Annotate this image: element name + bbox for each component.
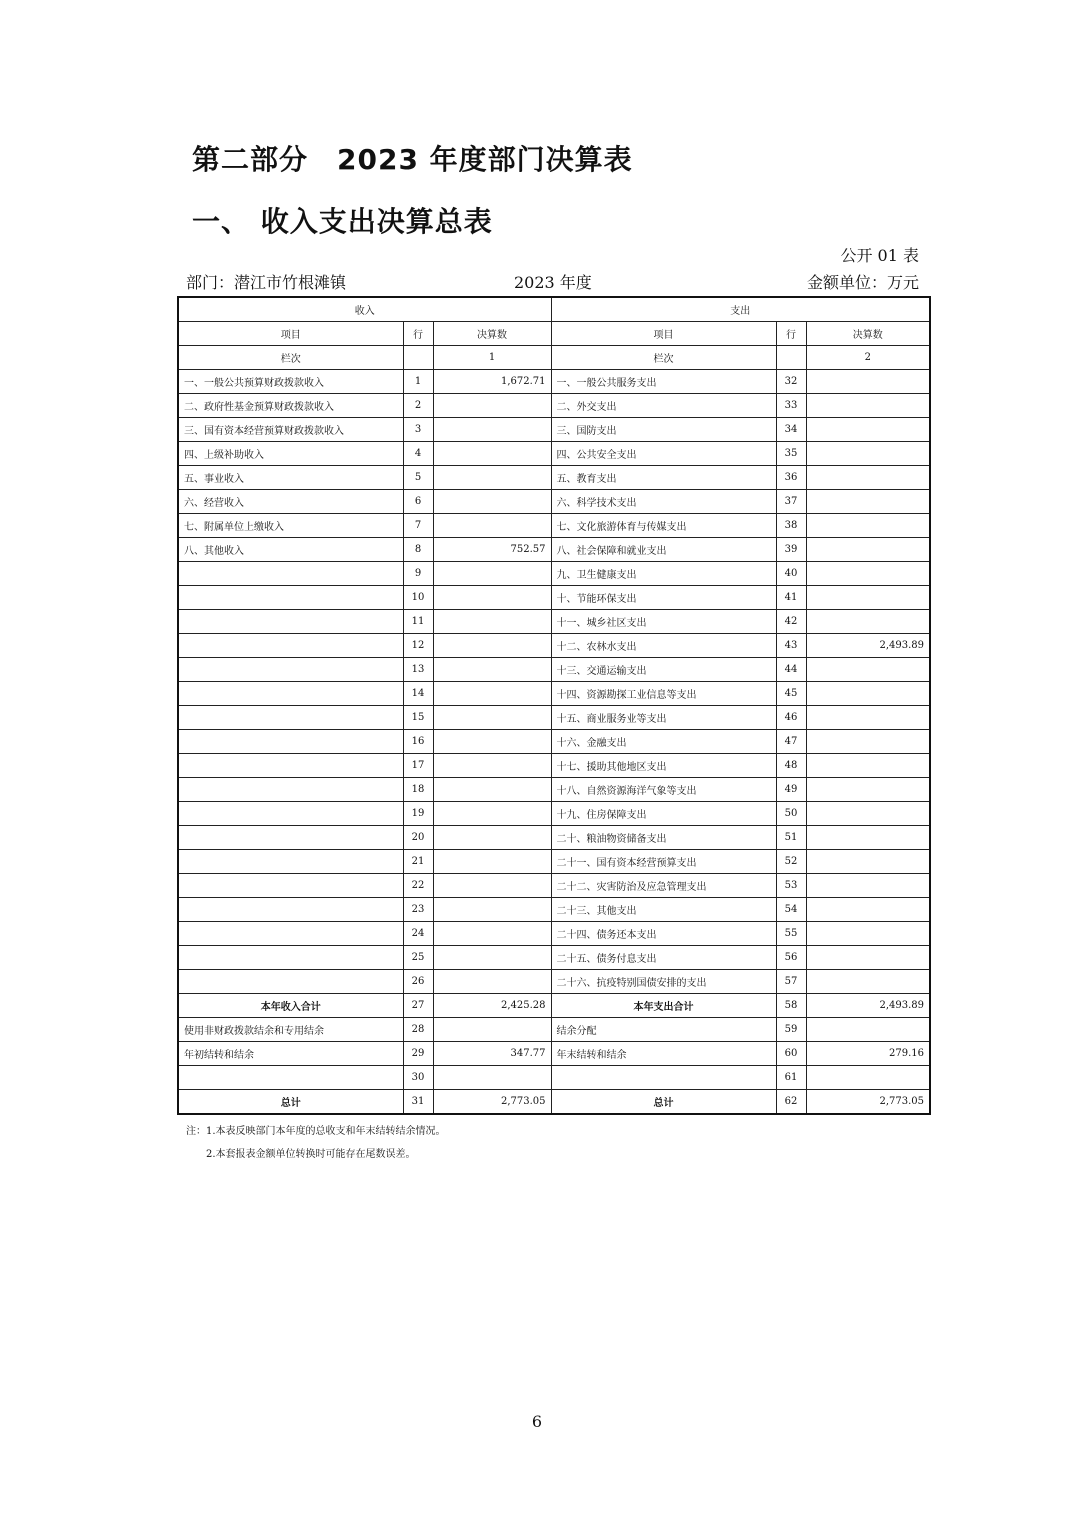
table-row: [178, 994, 930, 1018]
income-amount-cell: [433, 394, 551, 418]
expense-line-cell: 40: [776, 562, 806, 586]
expense-line-cell: 43: [776, 634, 806, 658]
expense-item-cell: 十二、农林水支出: [551, 634, 776, 658]
expense-item-cell: 四、公共安全支出: [551, 442, 776, 466]
year-label: 2023 年度: [514, 273, 592, 292]
income-item-cell: [178, 1066, 403, 1090]
income-amount-cell: [433, 1066, 551, 1090]
income-line-cell: 8: [403, 538, 433, 562]
expense-amount-cell: [806, 730, 930, 754]
income-line-cell: 7: [403, 514, 433, 538]
expense-amount-cell: [806, 418, 930, 442]
income-order-number: 1: [433, 346, 551, 370]
income-amount-cell: [433, 490, 551, 514]
expense-amount-cell: 279.16: [806, 1042, 930, 1066]
expense-line-header: 行: [776, 322, 806, 346]
income-amount-cell: 2,773.05: [433, 1090, 551, 1115]
income-line-cell: 29: [403, 1042, 433, 1066]
income-item-cell: [178, 898, 403, 922]
income-line-cell: 11: [403, 610, 433, 634]
income-item-cell: 四、上级补助收入: [178, 442, 403, 466]
table-row: [178, 394, 930, 418]
income-line-cell: 13: [403, 658, 433, 682]
expense-order-line: [776, 346, 806, 370]
expense-item-cell: 六、科学技术支出: [551, 490, 776, 514]
income-item-header: 项目: [178, 322, 403, 346]
income-item-cell: 总计: [178, 1090, 403, 1115]
expense-item-cell: 十七、援助其他地区支出: [551, 754, 776, 778]
income-line-cell: 21: [403, 850, 433, 874]
expense-line-cell: 36: [776, 466, 806, 490]
expense-line-cell: 57: [776, 970, 806, 994]
income-amount-cell: [433, 754, 551, 778]
section-title: 一、 收入支出决算总表: [192, 205, 493, 238]
income-amount-cell: [433, 682, 551, 706]
income-amount-cell: [433, 970, 551, 994]
expense-line-cell: 37: [776, 490, 806, 514]
income-amount-cell: [433, 802, 551, 826]
income-line-cell: 27: [403, 994, 433, 1018]
table-row: [178, 586, 930, 610]
expense-amount-cell: [806, 1018, 930, 1042]
column-header-row: [178, 322, 930, 346]
income-item-cell: 八、其他收入: [178, 538, 403, 562]
income-amount-cell: [433, 418, 551, 442]
expense-item-cell: 二十一、国有资本经营预算支出: [551, 850, 776, 874]
table-code: 公开 01 表: [840, 246, 919, 265]
expense-item-cell: 十三、交通运输支出: [551, 658, 776, 682]
expense-amount-cell: [806, 970, 930, 994]
income-line-cell: 25: [403, 946, 433, 970]
expense-item-cell: 十一、城乡社区支出: [551, 610, 776, 634]
income-item-cell: [178, 754, 403, 778]
expense-item-cell: 十四、资源勘探工业信息等支出: [551, 682, 776, 706]
income-line-cell: 17: [403, 754, 433, 778]
table-row: [178, 850, 930, 874]
expense-item-cell: 一、一般公共服务支出: [551, 370, 776, 394]
income-item-cell: 本年收入合计: [178, 994, 403, 1018]
income-amount-cell: 1,672.71: [433, 370, 551, 394]
expense-item-cell: 二十六、抗疫特别国债安排的支出: [551, 970, 776, 994]
income-line-cell: 9: [403, 562, 433, 586]
expense-line-cell: 42: [776, 610, 806, 634]
expense-item-cell: [551, 1066, 776, 1090]
note-2: 2.本套报表金额单位转换时可能存在尾数误差。: [206, 1149, 416, 1160]
income-line-cell: 18: [403, 778, 433, 802]
expense-amount-cell: [806, 370, 930, 394]
expense-item-cell: 年末结转和结余: [551, 1042, 776, 1066]
income-item-cell: [178, 802, 403, 826]
expense-line-cell: 61: [776, 1066, 806, 1090]
unit-label: 金额单位：万元: [806, 273, 919, 292]
income-item-cell: [178, 922, 403, 946]
income-amount-cell: [433, 586, 551, 610]
income-line-cell: 1: [403, 370, 433, 394]
expense-amount-cell: [806, 946, 930, 970]
column-order-row: [178, 346, 930, 370]
income-line-cell: 12: [403, 634, 433, 658]
income-item-cell: [178, 778, 403, 802]
income-amount-cell: [433, 826, 551, 850]
income-item-cell: [178, 562, 403, 586]
income-line-cell: 6: [403, 490, 433, 514]
income-item-cell: [178, 874, 403, 898]
expense-line-cell: 56: [776, 946, 806, 970]
table-row: [178, 730, 930, 754]
expense-line-cell: 54: [776, 898, 806, 922]
income-amount-cell: [433, 898, 551, 922]
expense-item-cell: 九、卫生健康支出: [551, 562, 776, 586]
expense-amount-cell: [806, 538, 930, 562]
table-row: [178, 562, 930, 586]
income-item-cell: 五、事业收入: [178, 466, 403, 490]
income-item-cell: [178, 730, 403, 754]
income-line-cell: 3: [403, 418, 433, 442]
page-number: 6: [531, 1412, 543, 1431]
income-line-cell: 2: [403, 394, 433, 418]
income-line-cell: 22: [403, 874, 433, 898]
income-item-cell: [178, 706, 403, 730]
expense-amount-cell: [806, 850, 930, 874]
income-item-cell: [178, 634, 403, 658]
group-header-row: [178, 297, 930, 322]
income-amount-cell: 347.77: [433, 1042, 551, 1066]
table-row: [178, 706, 930, 730]
income-item-cell: 一、一般公共预算财政拨款收入: [178, 370, 403, 394]
expense-amount-cell: [806, 394, 930, 418]
income-line-cell: 23: [403, 898, 433, 922]
expense-item-cell: 二十四、债务还本支出: [551, 922, 776, 946]
table-row: [178, 802, 930, 826]
expense-item-cell: 八、社会保障和就业支出: [551, 538, 776, 562]
income-line-cell: 31: [403, 1090, 433, 1115]
expense-item-cell: 十九、住房保障支出: [551, 802, 776, 826]
income-amount-cell: [433, 562, 551, 586]
income-amount-cell: [433, 706, 551, 730]
income-item-cell: [178, 970, 403, 994]
income-amount-cell: [433, 514, 551, 538]
income-item-cell: 二、政府性基金预算财政拨款收入: [178, 394, 403, 418]
expense-amount-cell: [806, 442, 930, 466]
table-row: [178, 634, 930, 658]
income-line-cell: 26: [403, 970, 433, 994]
income-item-cell: 年初结转和结余: [178, 1042, 403, 1066]
expense-item-cell: 二十五、债务付息支出: [551, 946, 776, 970]
expense-amount-cell: [806, 1066, 930, 1090]
income-amount-cell: [433, 442, 551, 466]
expense-line-cell: 35: [776, 442, 806, 466]
income-line-cell: 10: [403, 586, 433, 610]
expense-amount-cell: [806, 610, 930, 634]
table-row: [178, 658, 930, 682]
income-item-cell: [178, 682, 403, 706]
expense-amount-header: 决算数: [806, 322, 930, 346]
income-amount-header: 决算数: [433, 322, 551, 346]
expense-item-cell: 五、教育支出: [551, 466, 776, 490]
expense-item-cell: 三、国防支出: [551, 418, 776, 442]
income-line-cell: 15: [403, 706, 433, 730]
expense-amount-cell: [806, 874, 930, 898]
income-amount-cell: [433, 634, 551, 658]
expense-order-number: 2: [806, 346, 930, 370]
income-amount-cell: [433, 1018, 551, 1042]
income-line-cell: 5: [403, 466, 433, 490]
income-order-line: [403, 346, 433, 370]
expense-line-cell: 52: [776, 850, 806, 874]
income-item-cell: 使用非财政拨款结余和专用结余: [178, 1018, 403, 1042]
expense-line-cell: 48: [776, 754, 806, 778]
income-item-cell: [178, 850, 403, 874]
expense-amount-cell: [806, 898, 930, 922]
income-group-header: 收入: [178, 297, 551, 322]
income-line-cell: 4: [403, 442, 433, 466]
table-row: [178, 922, 930, 946]
table-row: [178, 418, 930, 442]
income-amount-cell: [433, 778, 551, 802]
income-amount-cell: [433, 946, 551, 970]
expense-amount-cell: [806, 658, 930, 682]
income-item-cell: [178, 826, 403, 850]
income-amount-cell: [433, 610, 551, 634]
income-item-cell: 七、附属单位上缴收入: [178, 514, 403, 538]
expense-amount-cell: [806, 802, 930, 826]
expense-line-cell: 39: [776, 538, 806, 562]
table-row: [178, 946, 930, 970]
income-amount-cell: [433, 730, 551, 754]
table-row: [178, 1018, 930, 1042]
expense-amount-cell: [806, 706, 930, 730]
expense-line-cell: 32: [776, 370, 806, 394]
income-order-label: 栏次: [178, 346, 403, 370]
income-line-cell: 16: [403, 730, 433, 754]
expense-item-cell: 总计: [551, 1090, 776, 1115]
expense-item-cell: 十五、商业服务业等支出: [551, 706, 776, 730]
expense-item-cell: 十六、金融支出: [551, 730, 776, 754]
expense-amount-cell: 2,493.89: [806, 994, 930, 1018]
table-row: [178, 970, 930, 994]
income-item-cell: 三、国有资本经营预算财政拨款收入: [178, 418, 403, 442]
income-item-cell: [178, 658, 403, 682]
income-item-cell: [178, 610, 403, 634]
expense-amount-cell: 2,493.89: [806, 634, 930, 658]
expense-amount-cell: [806, 778, 930, 802]
expense-amount-cell: [806, 514, 930, 538]
income-line-cell: 28: [403, 1018, 433, 1042]
expense-line-cell: 62: [776, 1090, 806, 1115]
expense-order-label: 栏次: [551, 346, 776, 370]
table-row: [178, 754, 930, 778]
expense-item-cell: 结余分配: [551, 1018, 776, 1042]
income-line-cell: 14: [403, 682, 433, 706]
income-line-cell: 24: [403, 922, 433, 946]
expense-line-cell: 33: [776, 394, 806, 418]
expense-line-cell: 44: [776, 658, 806, 682]
expense-amount-cell: [806, 682, 930, 706]
expense-item-cell: 本年支出合计: [551, 994, 776, 1018]
income-amount-cell: [433, 658, 551, 682]
expense-amount-cell: [806, 826, 930, 850]
expense-item-cell: 七、文化旅游体育与传媒支出: [551, 514, 776, 538]
table-row: [178, 1090, 930, 1115]
table-row: [178, 610, 930, 634]
expense-amount-cell: [806, 562, 930, 586]
table-row: [178, 1066, 930, 1090]
income-line-cell: 20: [403, 826, 433, 850]
expense-item-cell: 十八、自然资源海洋气象等支出: [551, 778, 776, 802]
table-row: [178, 370, 930, 394]
expense-group-header: 支出: [551, 297, 930, 322]
income-expense-table: [177, 296, 931, 1115]
income-amount-cell: [433, 922, 551, 946]
expense-line-cell: 46: [776, 706, 806, 730]
income-amount-cell: [433, 874, 551, 898]
table-row: [178, 490, 930, 514]
part-title: 第二部分 2023 年度部门决算表: [192, 143, 633, 176]
income-item-cell: [178, 946, 403, 970]
expense-line-cell: 45: [776, 682, 806, 706]
table-row: [178, 466, 930, 490]
table-row: [178, 538, 930, 562]
table-row: [178, 1042, 930, 1066]
expense-line-cell: 47: [776, 730, 806, 754]
notes: [186, 1120, 446, 1166]
expense-amount-cell: [806, 586, 930, 610]
table-row: [178, 778, 930, 802]
expense-amount-cell: [806, 490, 930, 514]
table-row: [178, 874, 930, 898]
income-amount-cell: [433, 850, 551, 874]
expense-amount-cell: 2,773.05: [806, 1090, 930, 1115]
table-row: [178, 442, 930, 466]
expense-item-cell: 二十二、灾害防治及应急管理支出: [551, 874, 776, 898]
income-item-cell: [178, 586, 403, 610]
expense-line-cell: 34: [776, 418, 806, 442]
expense-line-cell: 38: [776, 514, 806, 538]
expense-item-cell: 二十、粮油物资储备支出: [551, 826, 776, 850]
table-row: [178, 898, 930, 922]
income-amount-cell: [433, 466, 551, 490]
expense-line-cell: 51: [776, 826, 806, 850]
income-amount-cell: 2,425.28: [433, 994, 551, 1018]
expense-item-cell: 十、节能环保支出: [551, 586, 776, 610]
expense-line-cell: 53: [776, 874, 806, 898]
expense-line-cell: 41: [776, 586, 806, 610]
table-row: [178, 826, 930, 850]
expense-line-cell: 60: [776, 1042, 806, 1066]
expense-line-cell: 55: [776, 922, 806, 946]
expense-item-header: 项目: [551, 322, 776, 346]
expense-line-cell: 58: [776, 994, 806, 1018]
table-row: [178, 514, 930, 538]
expense-item-cell: 二十三、其他支出: [551, 898, 776, 922]
income-line-header: 行: [403, 322, 433, 346]
expense-line-cell: 50: [776, 802, 806, 826]
table-row: [178, 682, 930, 706]
expense-item-cell: 二、外交支出: [551, 394, 776, 418]
income-item-cell: 六、经营收入: [178, 490, 403, 514]
income-line-cell: 30: [403, 1066, 433, 1090]
note-1: 注：1.本表反映部门本年度的总收支和年末结转结余情况。: [186, 1126, 446, 1137]
expense-amount-cell: [806, 922, 930, 946]
income-line-cell: 19: [403, 802, 433, 826]
department-label: 部门：潜江市竹根滩镇: [186, 273, 347, 292]
expense-line-cell: 59: [776, 1018, 806, 1042]
expense-line-cell: 49: [776, 778, 806, 802]
income-amount-cell: 752.57: [433, 538, 551, 562]
expense-amount-cell: [806, 754, 930, 778]
expense-amount-cell: [806, 466, 930, 490]
